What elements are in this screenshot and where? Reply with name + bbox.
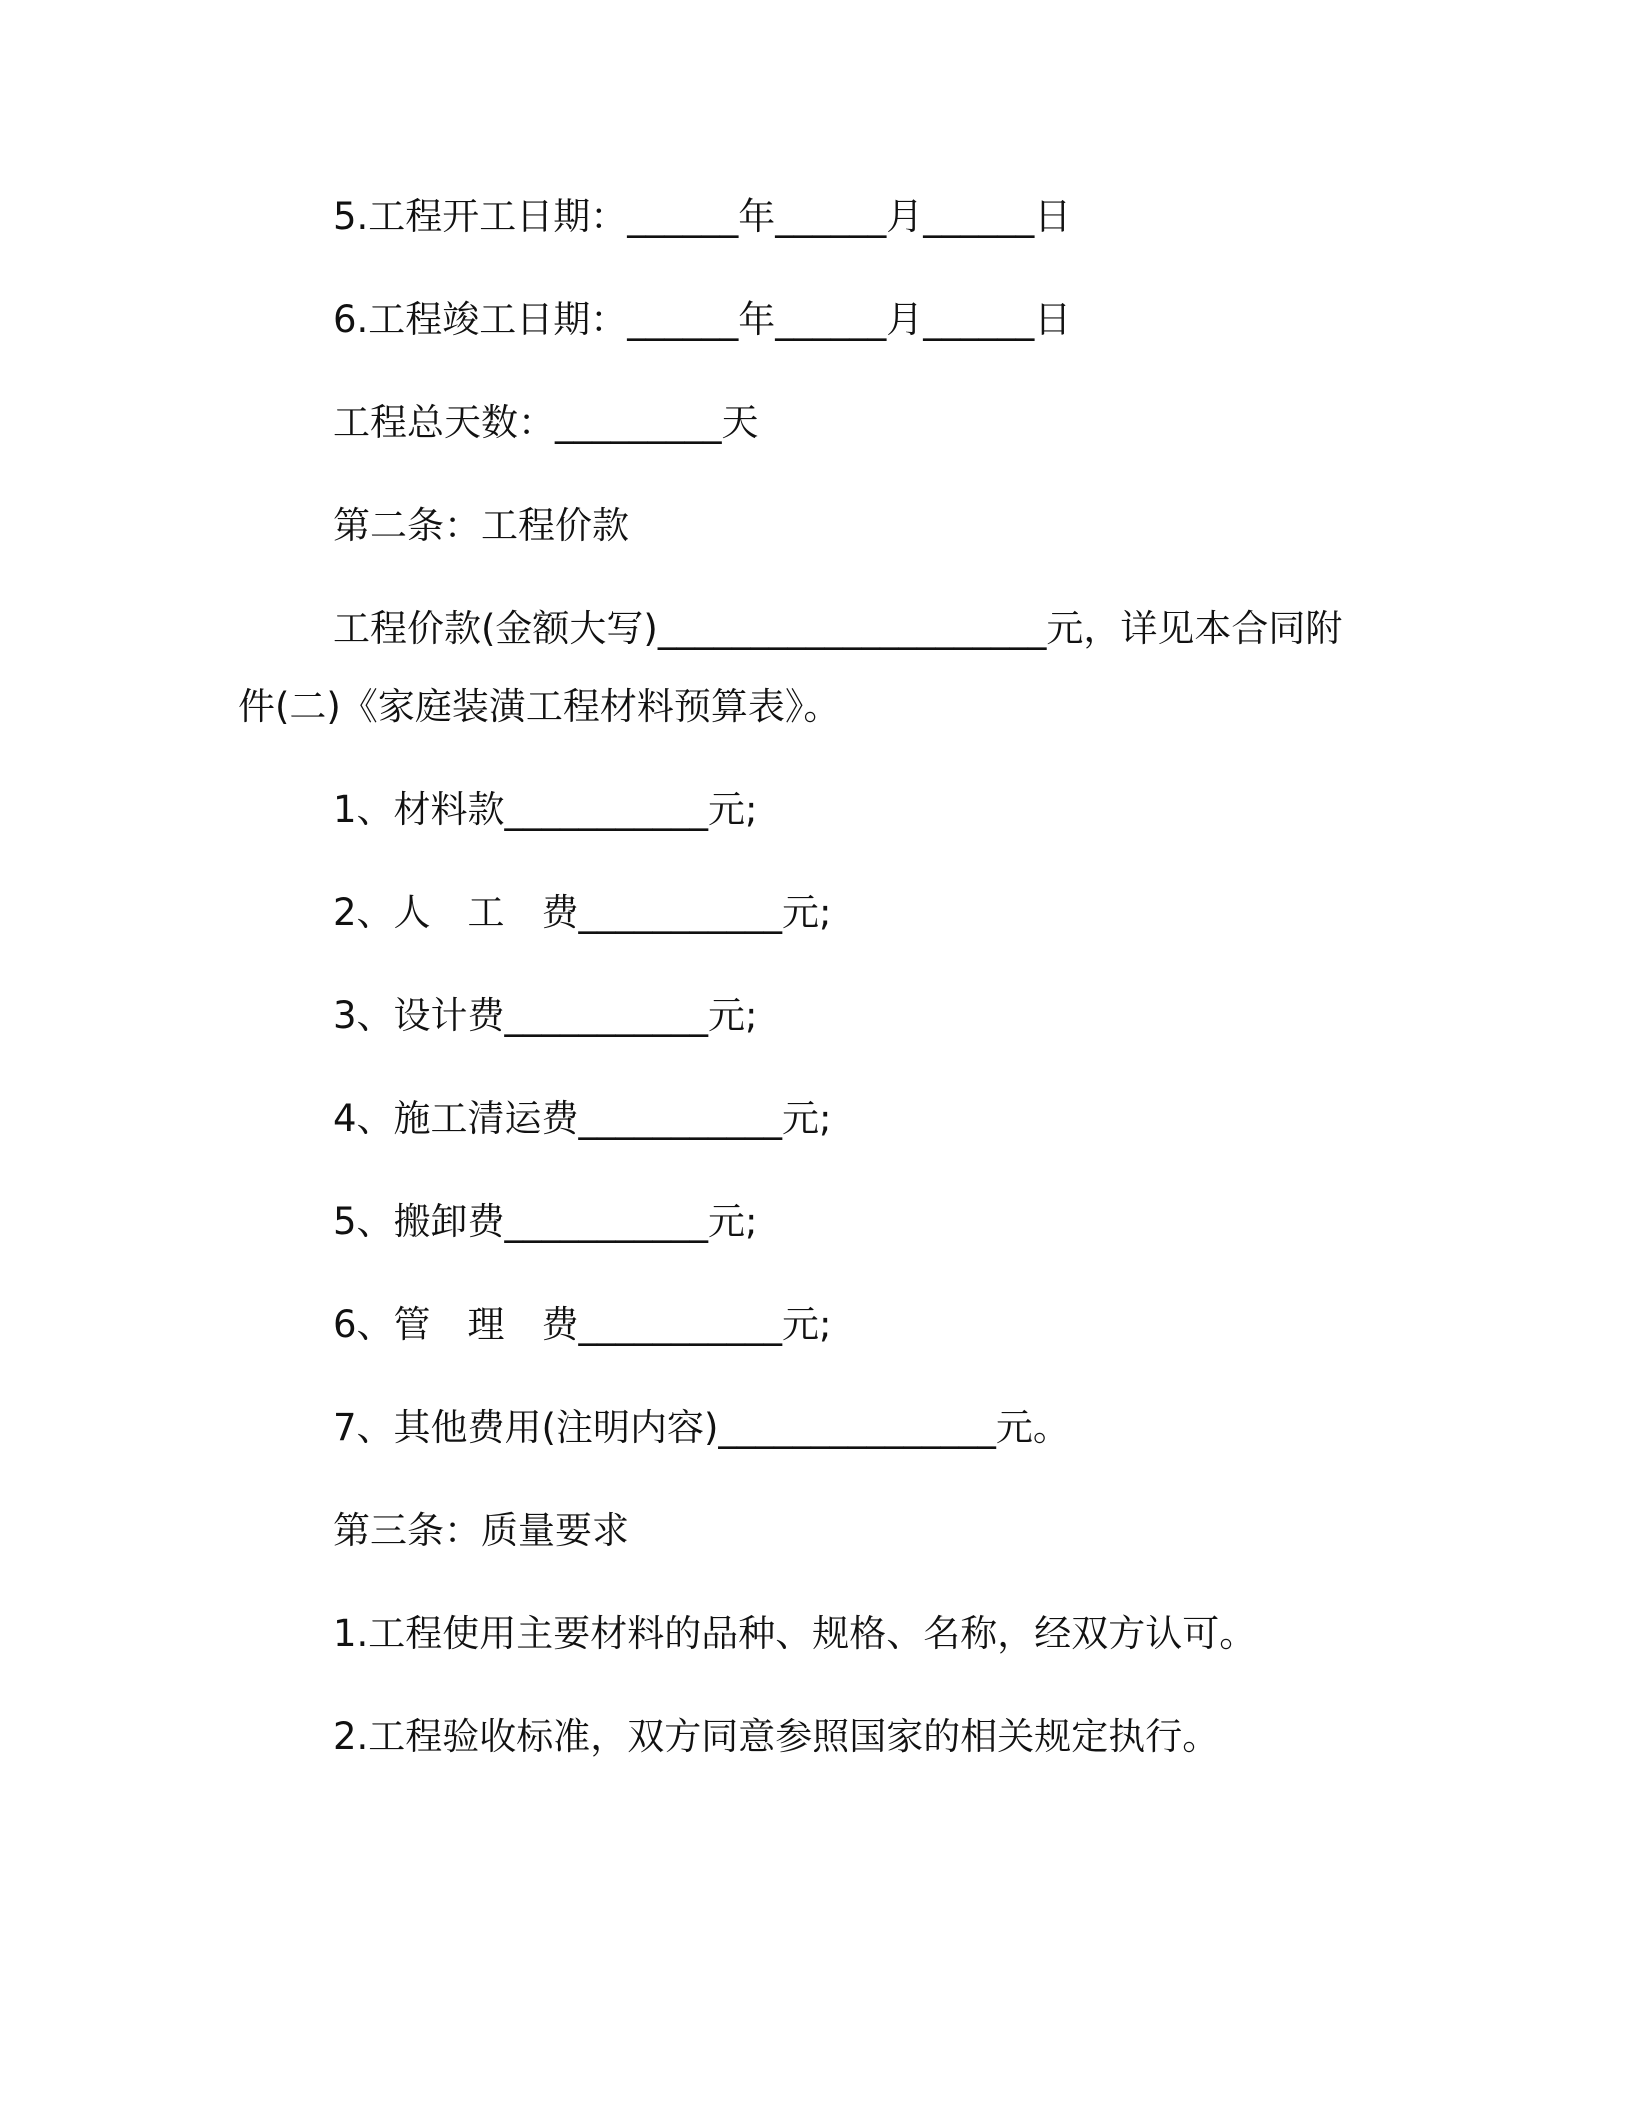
fee-item-management: 6、管 理 费___________元; xyxy=(333,1303,832,1346)
fee-item-moving: 5、搬卸费___________元; xyxy=(333,1200,758,1243)
article-2-heading: 第二条：工程价款 xyxy=(333,504,629,547)
quality-item-1: 1.工程使用主要材料的品种、规格、名称，经双方认可。 xyxy=(333,1612,1257,1655)
fee-item-design: 3、设计费___________元; xyxy=(333,994,758,1037)
price-paragraph-line-1: 工程价款(金额大写)_____________________元，详见本合同附 xyxy=(333,607,1343,650)
quality-item-2: 2.工程验收标准，双方同意参照国家的相关规定执行。 xyxy=(333,1715,1220,1758)
article-3-heading: 第三条：质量要求 xyxy=(333,1509,629,1552)
price-paragraph-line-2: 件(二)《家庭装潢工程材料预算表》。 xyxy=(238,685,841,728)
fee-item-materials: 1、材料款___________元; xyxy=(333,788,758,831)
fee-item-labor: 2、人 工 费___________元; xyxy=(333,891,832,934)
start-date-line: 5.工程开工日期：______年______月______日 xyxy=(333,195,1072,238)
end-date-line: 6.工程竣工日期：______年______月______日 xyxy=(333,298,1072,341)
fee-item-other: 7、其他费用(注明内容)_______________元。 xyxy=(333,1406,1070,1449)
fee-item-cleanup: 4、施工清运费___________元; xyxy=(333,1097,832,1140)
total-days-line: 工程总天数：_________天 xyxy=(333,401,759,444)
